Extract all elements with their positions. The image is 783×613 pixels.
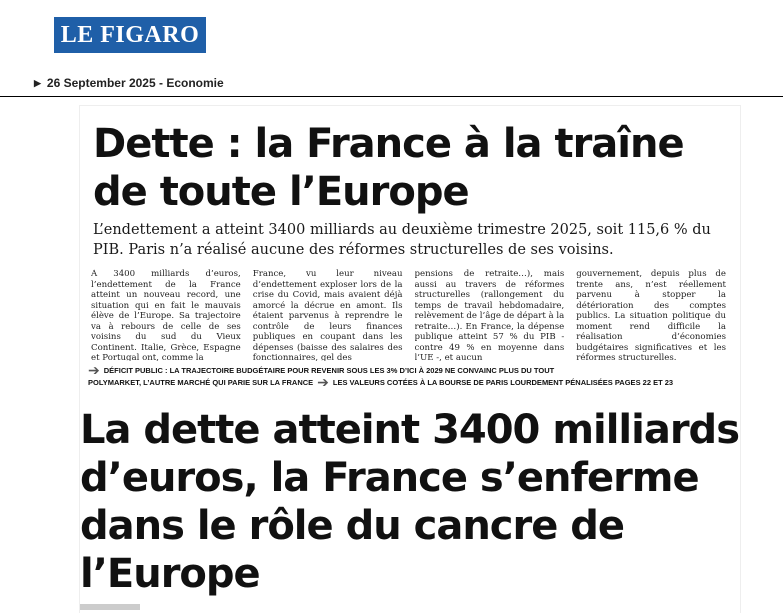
header-divider bbox=[0, 96, 783, 97]
newspaper-clipping bbox=[80, 106, 740, 613]
pointer-row bbox=[88, 374, 674, 390]
pointer-text: POLYMARKET, L’AUTRE MARCHÉ QUI PARIE SUR LA FRANCE bbox=[88, 377, 314, 387]
play-arrow-icon: ▶ bbox=[34, 77, 41, 88]
body-column-4: gouvernement, depuis plus de trente ans, n’est réellement parvenu à stopper la détérioration des comptes publics. La situation politique du moment rend difficile la réalisation d’économies budgétaires significatives et les réformes structurelles. bbox=[576, 269, 726, 361]
date-section-label: 26 September 2025 - Economie bbox=[46, 76, 224, 90]
article-body-columns bbox=[91, 269, 726, 361]
pointer-text: DÉFICIT PUBLIC : LA TRAJECTOIRE BUDGÉTAIRE POUR REVENIR SOUS LES 3% D’ICI À 2029 NE CONVAINC PLUS DU TOUT bbox=[103, 365, 555, 375]
arrow-right-icon: ➔ bbox=[88, 362, 100, 378]
article-headline: Dette : la France à la traîne de toute l’Europe bbox=[93, 121, 684, 215]
related-pointers bbox=[80, 362, 730, 395]
pointer-text: LES VALEURS COTÉES À LA BOURSE DE PARIS LOURDEMENT PÉNALISÉES PAGES 22 ET 23 bbox=[332, 377, 674, 387]
secondary-headline: La dette atteint 3400 milliards d’euros, la France s’enferme dans le rôle du cancre de l’Europe bbox=[80, 407, 739, 597]
article-meta bbox=[34, 76, 224, 90]
le-figaro-logo: LE FIGARO bbox=[54, 17, 206, 53]
body-column-3: pensions de retraite…), mais aussi au travers de réformes structurelles (rallongement du temps de travail hebdomadaire, relèvement de l’âge de départ à la retraite…). En France, la dépense publique atteint 57 % du PIB - contre 49 % en moyenne dans l’UE -, et aucun bbox=[414, 269, 565, 361]
arrow-right-icon: ➔ bbox=[317, 374, 329, 390]
article-lede: L’endettement a atteint 3400 milliards au deuxième trimestre 2025, soit 115,6 % du PIB. Paris n’a réalisé aucune des réformes structurelles de ses voisins. bbox=[93, 222, 711, 258]
byline-cropped bbox=[80, 604, 140, 610]
body-column-1: À 3400 milliards d’euros, l’endettement de la France atteint un nouveau record, une situation qui en fait le mauvais élève de l’Europe. Sa trajectoire va à rebours de celle de ses voisins du sud du Vieux Continent. Italie, Grèce, Espagne et Portugal ont, comme la bbox=[91, 269, 241, 361]
body-column-2: France, vu leur niveau d’endettement exploser lors de la crise du Covid, mais avaient déjà amorcé la décrue en amont. Ils étaient parvenus à reprendre le contrôle de leurs finances publiques en coupant dans les dépenses (baisse des salaires des fonctionnaires, gel des bbox=[252, 269, 403, 361]
